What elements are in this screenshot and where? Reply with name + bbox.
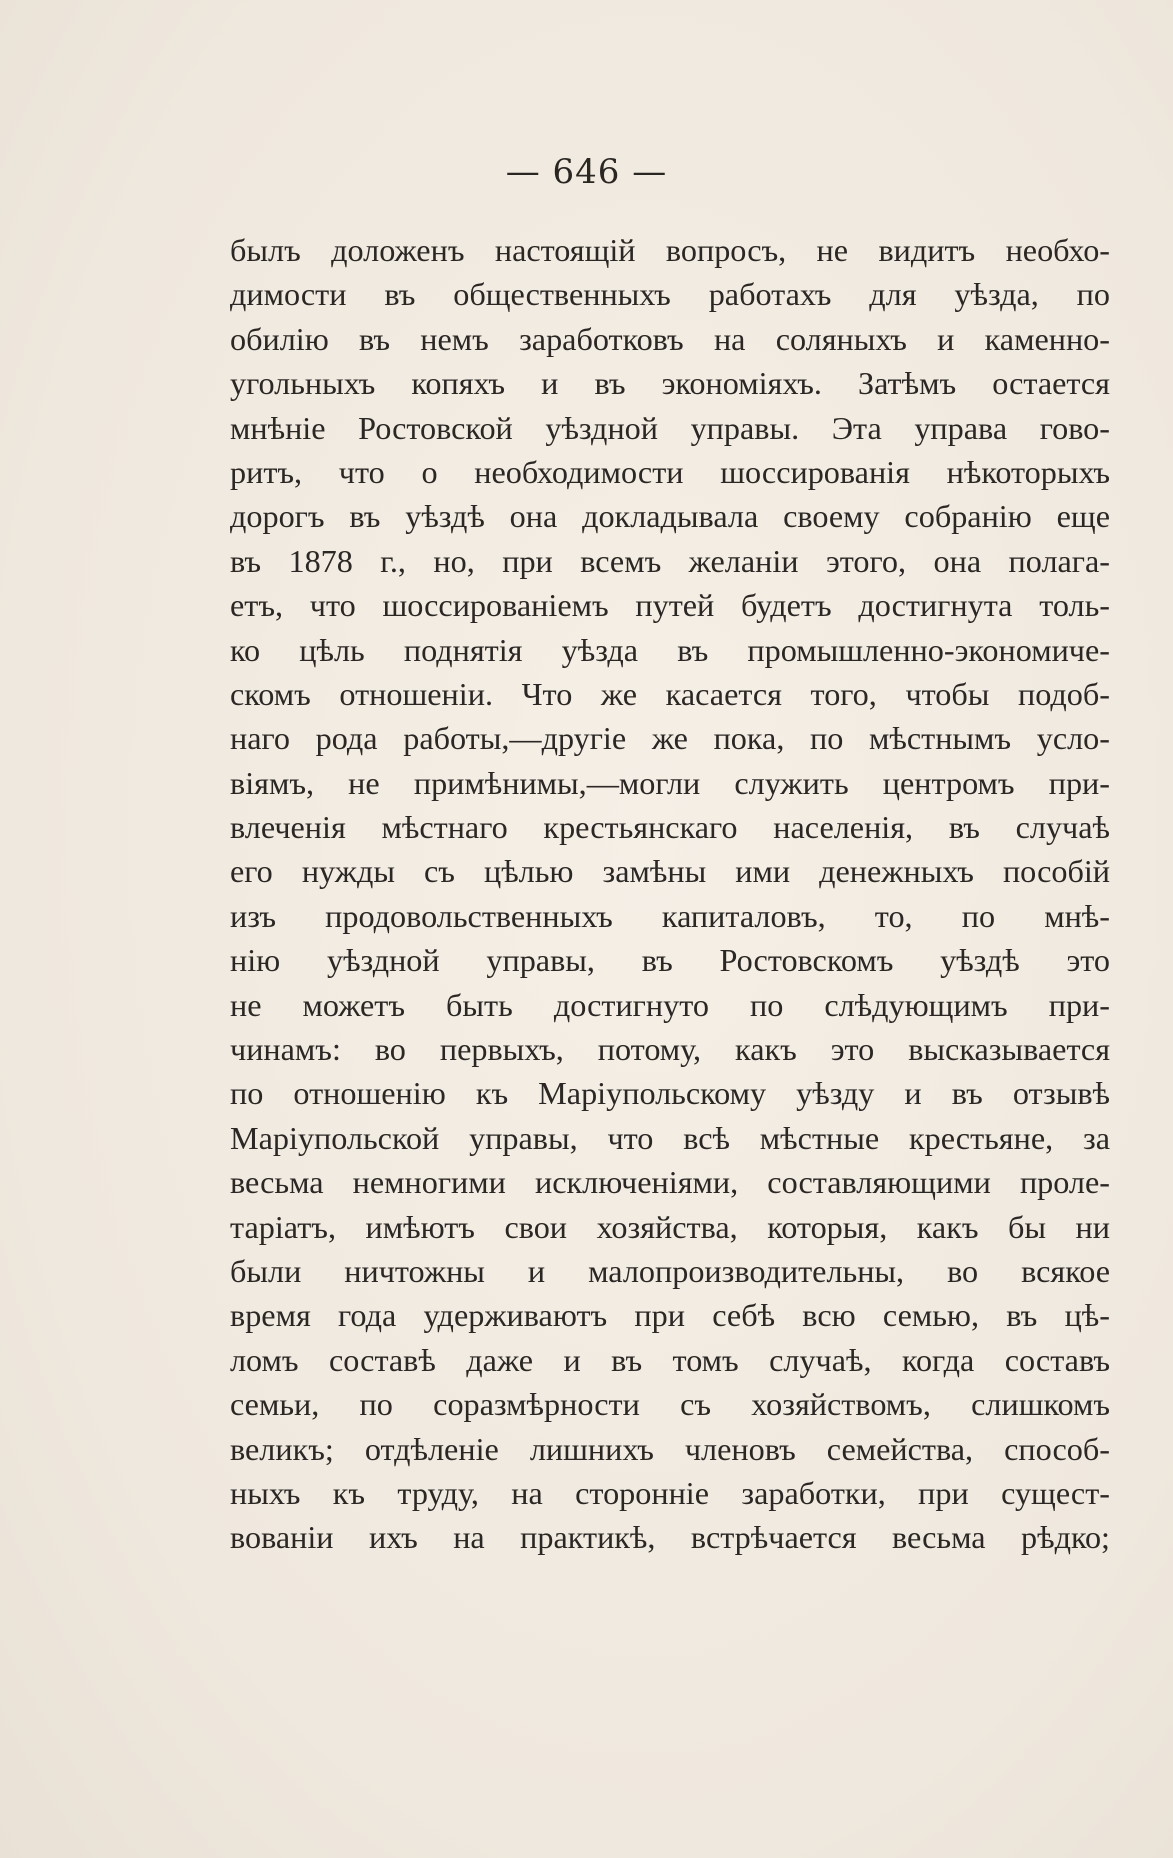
text-line: вованіи ихъ на практикѣ, встрѣчается весьма рѣдко; (230, 1519, 1110, 1556)
text-line: время года удерживаютъ при себѣ всю семью, въ цѣ- (230, 1297, 1110, 1334)
text-line: ко цѣль поднятія уѣзда въ промышленно-экономиче- (230, 631, 1110, 668)
text-line: Маріупольской управы, что всѣ мѣстные крестьяне, за (230, 1119, 1110, 1156)
text-line: великъ; отдѣленіе лишнихъ членовъ семейства, способ- (230, 1430, 1110, 1467)
page-number: — 646 — (505, 152, 668, 192)
text-line: дорогъ въ уѣздѣ она докладывала своему собранію еще (230, 498, 1110, 535)
text-line: не можетъ быть достигнуто по слѣдующимъ при- (230, 986, 1110, 1023)
text-line: ритъ, что о необходимости шоссированія нѣкоторыхъ (230, 453, 1110, 490)
text-line: влеченія мѣстнаго крестьянскаго населенія, въ случаѣ (230, 809, 1110, 846)
text-line: нію уѣздной управы, въ Ростовскомъ уѣздѣ это (230, 942, 1110, 979)
text-line: угольныхъ копяхъ и въ экономіяхъ. Затѣмъ остается (230, 365, 1110, 402)
text-line: ломъ составѣ даже и въ томъ случаѣ, когда составъ (230, 1341, 1110, 1378)
body-text (230, 228, 1110, 1560)
text-line: весьма немногими исключеніями, составляющими проле- (230, 1164, 1110, 1201)
text-line: мнѣніе Ростовской уѣздной управы. Эта управа гово- (230, 409, 1110, 446)
text-line: былъ доложенъ настоящій вопросъ, не видитъ необхо- (230, 232, 1110, 268)
text-line: обилію въ немъ заработковъ на соляныхъ и каменно- (230, 320, 1110, 357)
text-line: его нужды съ цѣлью замѣны ими денежныхъ пособій (230, 853, 1110, 890)
text-line: етъ, что шоссированіемъ путей будетъ достигнута толь- (230, 587, 1110, 624)
text-line: таріатъ, имѣютъ свои хозяйства, которыя, какъ бы ни (230, 1208, 1110, 1245)
text-line: по отношенію къ Маріупольскому уѣзду и въ отзывѣ (230, 1075, 1110, 1112)
text-line: въ 1878 г., но, при всемъ желаніи этого, она полага- (230, 542, 1110, 579)
text-line: изъ продовольственныхъ капиталовъ, то, по мнѣ- (230, 897, 1110, 934)
text-line: віямъ, не примѣнимы,—могли служить центромъ при- (230, 764, 1110, 801)
text-line: были ничтожны и малопроизводительны, во всякое (230, 1252, 1110, 1289)
text-line: семьи, по соразмѣрности съ хозяйствомъ, слишкомъ (230, 1386, 1110, 1423)
text-line: чинамъ: во первыхъ, потому, какъ это высказывается (230, 1031, 1110, 1068)
text-line: скомъ отношеніи. Что же касается того, чтобы подоб- (230, 675, 1110, 712)
text-line: димости въ общественныхъ работахъ для уѣзда, по (230, 276, 1110, 313)
text-line: ныхъ къ труду, на сторонніе заработки, при сущест- (230, 1474, 1110, 1511)
text-line: наго рода работы,—другіе же пока, по мѣстнымъ усло- (230, 720, 1110, 757)
